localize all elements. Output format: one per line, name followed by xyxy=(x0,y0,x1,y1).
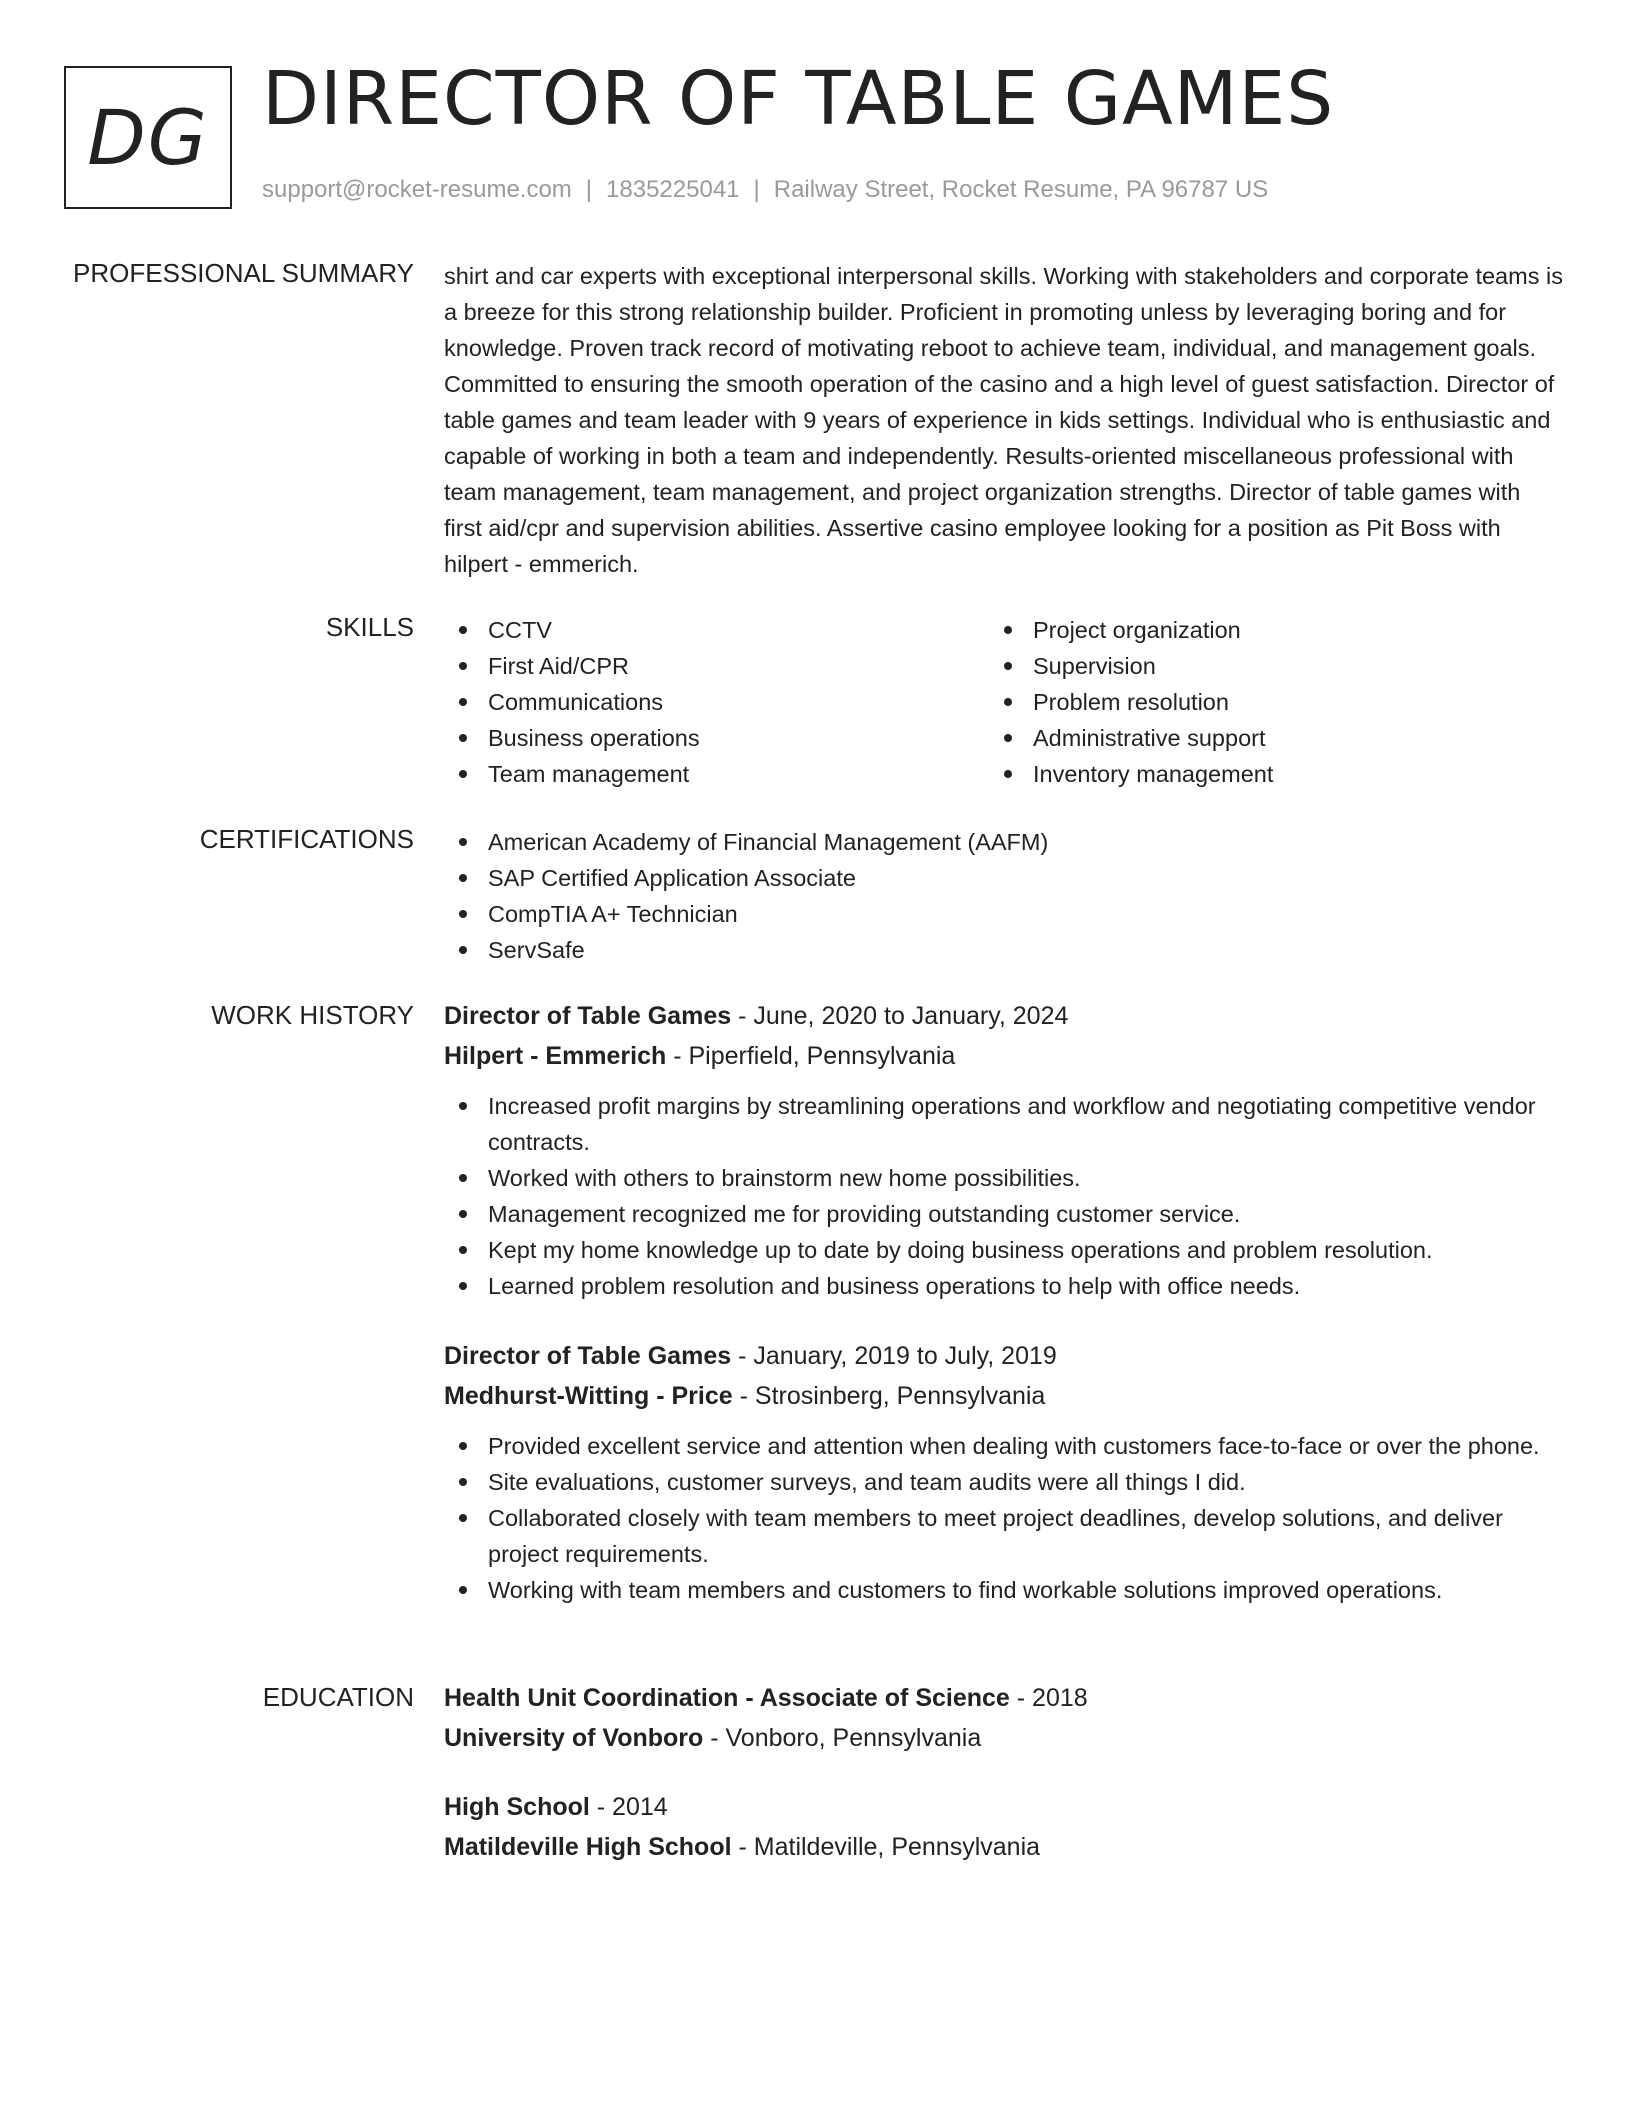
education-school-line: University of Vonboro - Vonboro, Pennsylvania xyxy=(444,1724,982,1752)
skill-item: Communications xyxy=(444,684,989,720)
education-entry xyxy=(444,1678,1564,1758)
work-history-heading: WORK HISTORY xyxy=(211,1000,414,1030)
job-entry xyxy=(444,996,1564,1304)
certification-item: SAP Certified Application Associate xyxy=(444,860,1564,896)
education-school: University of Vonboro xyxy=(444,1724,704,1752)
education-degree-line: Health Unit Coordination - Associate of Science - 2018 xyxy=(444,1684,1088,1712)
education-degree: High School xyxy=(444,1793,590,1821)
skills-list-right xyxy=(989,612,1534,792)
contact-line xyxy=(262,176,1268,204)
education-school: Matildeville High School xyxy=(444,1833,732,1861)
skill-item: Administrative support xyxy=(989,720,1534,756)
education-degree-line: High School - 2014 xyxy=(444,1793,668,1821)
summary-text: shirt and car experts with exceptional interpersonal skills. Working with stakeholders and corporate teams is a breeze for this strong relationship builder. Proficient in promoting unless by leveraging boring and for knowledge. Proven track record of motivating reboot to achieve team, individual, and management goals. Committed to ensuring the smooth operation of the casino and a high level of guest satisfaction. Director of table games and team leader with 9 years of experience in kids settings. Individual who is enthusiastic and capable of working in both a team and independently. Results-oriented miscellaneous professional with team management, team management, and project organization strengths. Director of table games with first aid/cpr and supervision abilities. Assertive casino employee looking for a position as Pit Boss with hilpert - emmerich. xyxy=(444,263,1563,577)
job-duty: Working with team members and customers to find workable solutions improved operations. xyxy=(444,1572,1564,1608)
certifications-list xyxy=(444,824,1564,968)
job-duty: Collaborated closely with team members to meet project deadlines, develop solutions, and deliver project requirements. xyxy=(444,1500,1564,1572)
job-title-line: Director of Table Games - June, 2020 to January, 2024 xyxy=(444,1002,1069,1030)
certification-item: American Academy of Financial Management (AAFM) xyxy=(444,824,1564,860)
contact-separator: | xyxy=(753,176,760,203)
job-dates: January, 2019 to July, 2019 xyxy=(753,1342,1057,1370)
job-location: Piperfield, Pennsylvania xyxy=(688,1042,956,1070)
skill-item: Supervision xyxy=(989,648,1534,684)
job-duty: Kept my home knowledge up to date by doing business operations and problem resolution. xyxy=(444,1232,1564,1268)
contact-email[interactable]: support@rocket-resume.com xyxy=(262,176,572,203)
job-duty: Increased profit margins by streamlining operations and workflow and negotiating competitive vendor contracts. xyxy=(444,1088,1564,1160)
skill-item: Inventory management xyxy=(989,756,1534,792)
certifications-body xyxy=(444,824,1564,968)
skills-heading: SKILLS xyxy=(325,612,414,642)
job-company-line: Medhurst-Witting - Price - Strosinberg, Pennsylvania xyxy=(444,1382,1046,1410)
skills-list-left xyxy=(444,612,989,792)
skill-item: Project organization xyxy=(989,612,1534,648)
job-duty: Worked with others to brainstorm new home possibilities. xyxy=(444,1160,1564,1196)
job-location: Strosinberg, Pennsylvania xyxy=(754,1382,1046,1410)
job-duty: Provided excellent service and attention when dealing with customers face-to-face or over the phone. xyxy=(444,1428,1564,1464)
job-entry xyxy=(444,1336,1564,1608)
education-school-line: Matildeville High School - Matildeville, Pennsylvania xyxy=(444,1833,1041,1861)
skills-columns xyxy=(444,612,1564,792)
education-degree: Health Unit Coordination - Associate of Science xyxy=(444,1684,1010,1712)
skill-item: Problem resolution xyxy=(989,684,1534,720)
education-location: Vonboro, Pennsylvania xyxy=(725,1724,982,1752)
contact-separator: | xyxy=(585,176,593,203)
job-title-line: Director of Table Games - January, 2019 to July, 2019 xyxy=(444,1342,1057,1370)
job-title: Director of Table Games xyxy=(444,1342,732,1370)
job-company-line: Hilpert - Emmerich - Piperfield, Pennsylvania xyxy=(444,1042,956,1070)
job-duties-list xyxy=(444,1428,1564,1608)
job-title: Director of Table Games xyxy=(444,1002,732,1030)
initials-text: DG xyxy=(87,93,209,182)
certification-item: ServSafe xyxy=(444,932,1564,968)
resume-title: DIRECTOR OF TABLE GAMES xyxy=(262,56,1335,142)
job-duty: Learned problem resolution and business operations to help with office needs. xyxy=(444,1268,1564,1304)
job-company: Medhurst-Witting - Price xyxy=(444,1382,733,1410)
job-duty: Management recognized me for providing outstanding customer service. xyxy=(444,1196,1564,1232)
certification-item: CompTIA A+ Technician xyxy=(444,896,1564,932)
initials-monogram xyxy=(64,66,232,209)
education-location: Matildeville, Pennsylvania xyxy=(753,1833,1041,1861)
job-duty: Site evaluations, customer surveys, and team audits were all things I did. xyxy=(444,1464,1564,1500)
job-duties-list xyxy=(444,1088,1564,1304)
skill-item: CCTV xyxy=(444,612,989,648)
education-entry xyxy=(444,1787,1564,1867)
education-year: 2014 xyxy=(612,1793,668,1821)
summary-heading: PROFESSIONAL SUMMARY xyxy=(73,258,414,288)
skill-item: First Aid/CPR xyxy=(444,648,989,684)
skill-item: Team management xyxy=(444,756,989,792)
education-heading: EDUCATION xyxy=(262,1682,414,1712)
job-company: Hilpert - Emmerich xyxy=(444,1042,667,1070)
job-dates: June, 2020 to January, 2024 xyxy=(753,1002,1069,1030)
contact-address: Railway Street, Rocket Resume, PA 96787 US xyxy=(773,176,1269,203)
contact-phone[interactable]: 1835225041 xyxy=(606,176,740,203)
certifications-heading: CERTIFICATIONS xyxy=(199,824,414,854)
skill-item: Business operations xyxy=(444,720,989,756)
education-year: 2018 xyxy=(1032,1684,1088,1712)
